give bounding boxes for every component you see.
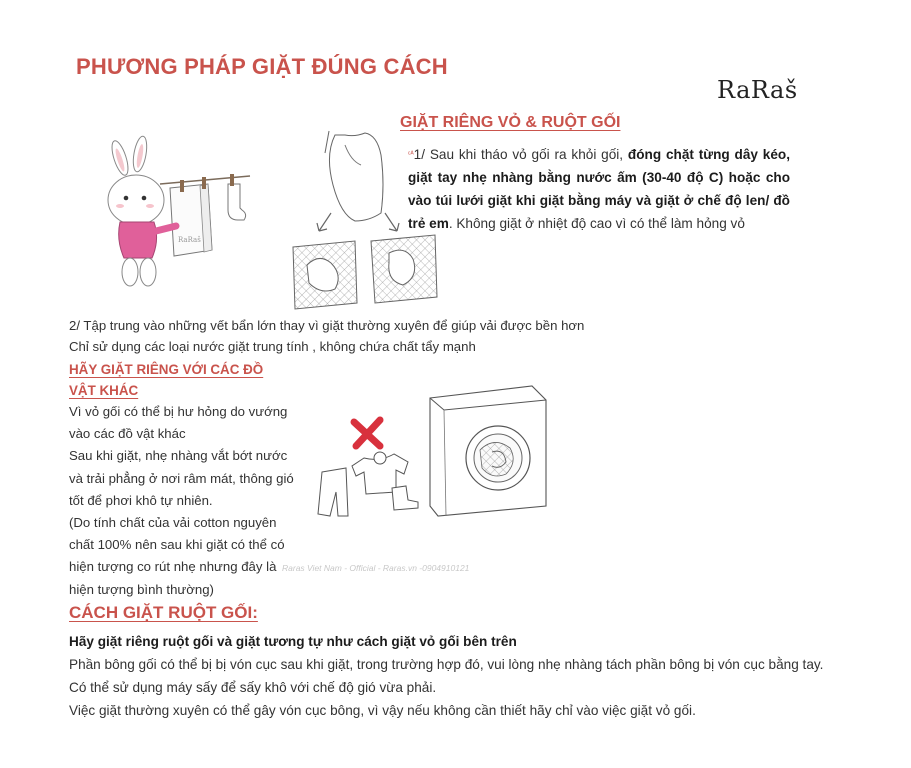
- section-heading-other-items: HÃY GIẶT RIÊNG VỚI CÁC ĐỒ VẬT KHÁC: [69, 362, 264, 398]
- instruction-paragraph-2: [69, 315, 584, 357]
- page-title: PHƯƠNG PHÁP GIẶT ĐÚNG CÁCH: [76, 54, 448, 79]
- core-line: Có thể sử dụng máy sấy để sấy khô với chế độ gió vừa phải.: [69, 680, 437, 695]
- p1-text-bold: đóng chặt từng dây kéo, giặt tay nhẹ nhàng bằng nước ấm (30-40 độ C) hoặc cho vào túi lưới giặt khi giặt bằng máy và giặt ở chế độ len/ đồ trẻ em: [408, 147, 791, 231]
- p2-line-1: 2/ Tập trung vào những vết bẩn lớn thay vì giặt thường xuyên để giúp vải được bền hơn: [69, 318, 585, 333]
- other-items-paragraph: [69, 401, 301, 601]
- cross-icon: [354, 420, 380, 446]
- brand-logo: RaRaš: [717, 76, 798, 104]
- other-items-line: Sau khi giặt, nhẹ nhàng vắt bớt nước và trải phẳng ở nơi râm mát, thông gió tốt để phơi khô tự nhiên.: [69, 448, 294, 508]
- core-line: Phần bông gối có thể bị bị vón cục sau khi giặt, trong trường hợp đó, vui lòng nhẹ nhàng tách phần bông bị vón cục bằng tay.: [69, 657, 824, 672]
- section-heading-separate: GIẶT RIÊNG VỎ & RUỘT GỐI: [400, 114, 621, 131]
- other-items-line: Vì vỏ gối có thể bị hư hỏng do vướng vào các đồ vật khác: [69, 404, 288, 442]
- washing-machine-illustration: [308, 376, 558, 576]
- other-items-line: (Do tính chất của vải cotton nguyên chất 100% nên sau khi giặt có thể có hiện tượng co rút nhẹ nhưng đây là hiện tượng bình thường): [69, 515, 285, 597]
- instruction-paragraph-1: [408, 143, 790, 235]
- watermark: Raras Viet Nam - Official - Raras.vn -0904910121: [282, 563, 470, 573]
- core-paragraph: [69, 630, 829, 722]
- core-lead-line: Hãy giặt riêng ruột gối và giặt tương tự như cách giặt vỏ gối bên trên: [69, 634, 517, 649]
- p1-text-start: 1/ Sau khi tháo vỏ gối ra khỏi gối,: [413, 147, 628, 162]
- p2-line-2: Chỉ sử dụng các loại nước giặt trung tính , không chứa chất tẩy mạnh: [69, 339, 476, 354]
- section-heading-core: CÁCH GIẶT RUỘT GỐI:: [69, 603, 258, 622]
- core-line: Việc giặt thường xuyên có thể gây vón cục bông, vì vậy nếu không cần thiết hãy chỉ vào việc giặt vỏ gối.: [69, 703, 696, 718]
- footnote-mark: ᶜᴬ: [408, 151, 414, 158]
- towel-logo: RaRaš: [178, 236, 201, 244]
- bunny-laundry-illustration: [100, 140, 250, 300]
- p1-text-end: . Không giặt ở nhiệt độ cao vì có thể làm hỏng vỏ: [448, 216, 745, 231]
